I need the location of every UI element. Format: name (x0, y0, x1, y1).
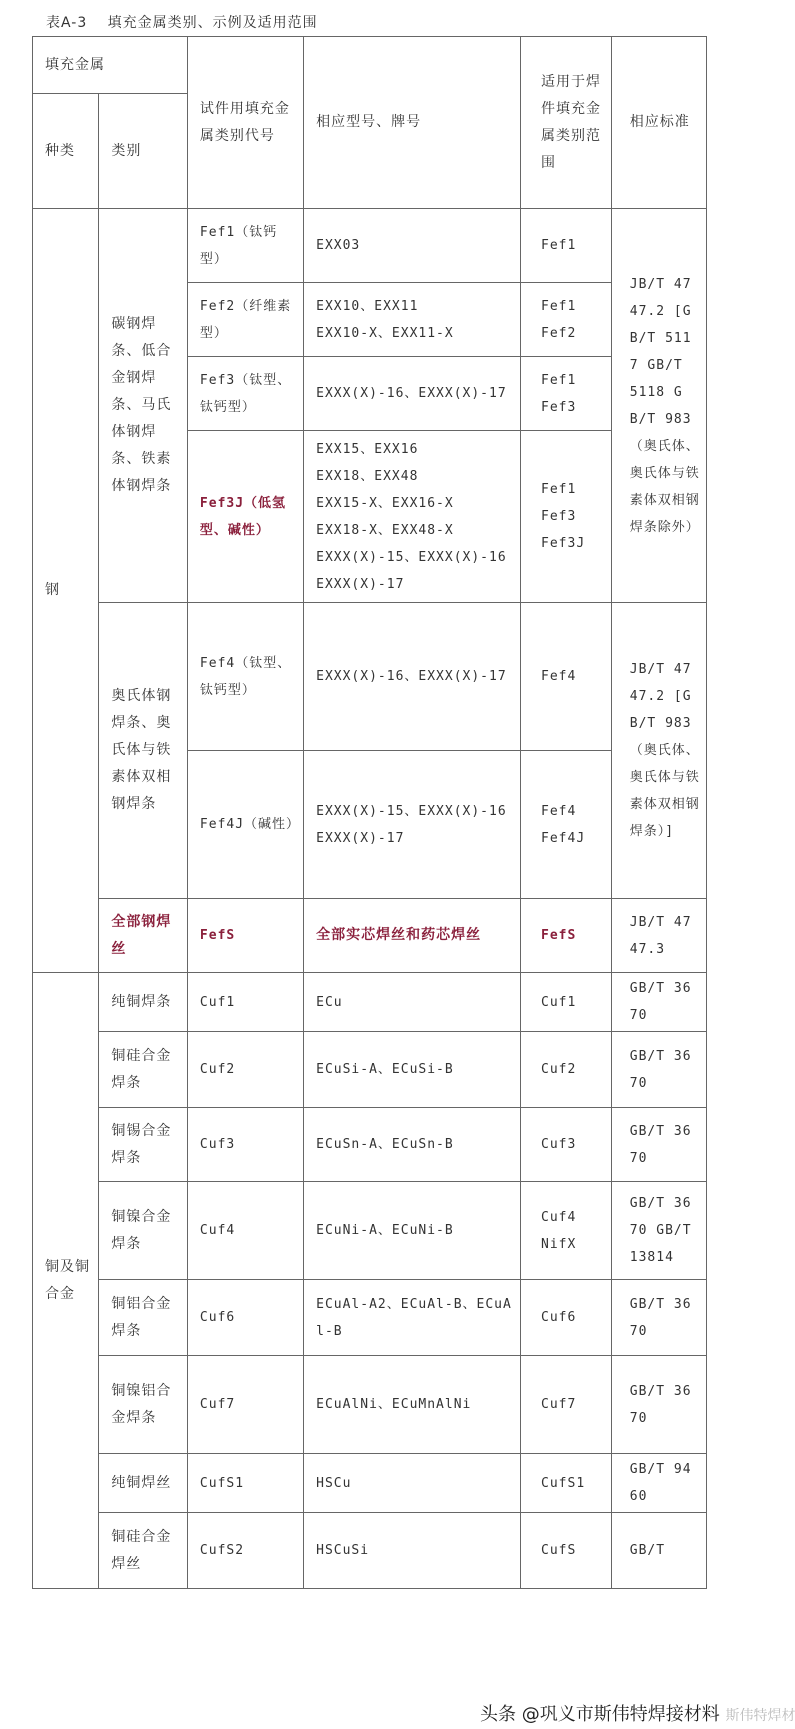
standard-carbon: JB/T 4747.2 [GB/T 5117 GB/T 5118 GB/T 983 （奥氏体、奥氏体与铁素体双相钢焊条除外） (611, 209, 706, 603)
code-cell: Fef2（纤维素型） (187, 283, 303, 357)
model-cell: ECuSn-A、ECuSn-B (304, 1108, 521, 1182)
range-cell: Cuf7 (521, 1356, 612, 1454)
category-austenitic: 奥氏体钢焊条、奥氏体与铁素体双相钢焊条 (99, 603, 188, 899)
standard-cell: GB/T 3670 (611, 1280, 706, 1356)
standard-cell: GB/T 3670 (611, 1108, 706, 1182)
code-cell: CufS2 (187, 1513, 303, 1589)
group-steel: 钢 (33, 209, 99, 973)
copper-category-cell: 铜硅合金焊丝 (99, 1513, 188, 1589)
model-cell: EXX15、EXX16 EXX18、EXX48 EXX15-X、EXX16-X EXX18-X、EXX48-X EXXX(X)-15、EXXX(X)-16 EXXX(X)-17 (304, 431, 521, 603)
header-filler-metal: 填充金属 (33, 37, 188, 94)
model-cell: EXXX(X)-16、EXXX(X)-17 (304, 603, 521, 751)
model-cell: ECu (304, 973, 521, 1032)
category-all-steel-wire: 全部钢焊丝 (99, 899, 188, 973)
model-cell: EXX10、EXX11 EXX10-X、EXX11-X (304, 283, 521, 357)
header-category: 类别 (99, 94, 188, 209)
copper-category-cell: 铜硅合金焊条 (99, 1032, 188, 1108)
table-caption: 表A-3 填充金属类别、示例及适用范围 (46, 15, 318, 31)
range-cell: CufS (521, 1513, 612, 1589)
model-cell: ECuSi-A、ECuSi-B (304, 1032, 521, 1108)
group-copper: 铜及铜合金 (33, 973, 99, 1589)
model-cell: EXX03 (304, 209, 521, 283)
copper-category-cell: 铜镍合金焊条 (99, 1182, 188, 1280)
range-cell: CufS1 (521, 1454, 612, 1513)
model-cell-highlight: 全部实芯焊丝和药芯焊丝 (304, 899, 521, 973)
category-carbon: 碳钢焊条、低合金钢焊条、马氏体钢焊条、铁素体钢焊条 (99, 209, 188, 603)
range-cell: Fef4 Fef4J (521, 751, 612, 899)
watermark-main: 头条 @巩义市斯伟特焊接材料 (480, 1704, 720, 1725)
range-cell: Fef1 Fef2 (521, 283, 612, 357)
code-cell: Fef1（钛钙型） (187, 209, 303, 283)
range-cell: Fef1 (521, 209, 612, 283)
range-cell: Fef4 (521, 603, 612, 751)
model-cell: ECuNi-A、ECuNi-B (304, 1182, 521, 1280)
model-cell: EXXX(X)-15、EXXX(X)-16 EXXX(X)-17 (304, 751, 521, 899)
filler-metal-table (32, 36, 707, 1589)
code-cell: Cuf2 (187, 1032, 303, 1108)
model-cell: ECuAlNi、ECuMnAlNi (304, 1356, 521, 1454)
code-cell: CufS1 (187, 1454, 303, 1513)
copper-category-cell: 纯铜焊丝 (99, 1454, 188, 1513)
code-cell: Fef4（钛型、钛钙型） (187, 603, 303, 751)
code-cell-highlight: FefS (187, 899, 303, 973)
code-cell: Fef4J（碱性） (187, 751, 303, 899)
standard-all-steel-wire: JB/T 4747.3 (611, 899, 706, 973)
copper-category-cell: 铜铝合金焊条 (99, 1280, 188, 1356)
watermark-faint: 斯伟特焊材 (725, 1708, 795, 1724)
code-cell: Cuf4 (187, 1182, 303, 1280)
copper-category-cell: 纯铜焊条 (99, 973, 188, 1032)
header-standard: 相应标准 (611, 37, 706, 209)
model-cell: ECuAl-A2、ECuAl-B、ECuAl-B (304, 1280, 521, 1356)
standard-austenitic: JB/T 4747.2 [GB/T 983 （奥氏体、奥氏体与铁素体双相钢焊条）] (611, 603, 706, 899)
header-code (187, 37, 303, 209)
standard-cell: GB/T 3670 (611, 973, 706, 1032)
header-kind: 种类 (33, 94, 99, 209)
copper-category-cell: 铜镍铝合金焊条 (99, 1356, 188, 1454)
standard-cell: GB/T 3670 (611, 1356, 706, 1454)
standard-cell: GB/T (611, 1513, 706, 1589)
range-cell: Cuf1 (521, 973, 612, 1032)
header-range: 适用于焊件填充金属类别范围 (521, 37, 612, 209)
code-cell-highlight: Fef3J（低氢型、碱性） (187, 431, 303, 603)
standard-cell: GB/T 3670 GB/T 13814 (611, 1182, 706, 1280)
code-cell: Cuf1 (187, 973, 303, 1032)
watermark (480, 1700, 795, 1726)
standard-cell: GB/T 3670 (611, 1032, 706, 1108)
range-cell: Cuf4 NifX (521, 1182, 612, 1280)
range-cell: Cuf3 (521, 1108, 612, 1182)
model-cell: EXXX(X)-16、EXXX(X)-17 (304, 357, 521, 431)
model-cell: HSCu (304, 1454, 521, 1513)
range-cell: Cuf2 (521, 1032, 612, 1108)
code-cell: Fef3（钛型、钛钙型） (187, 357, 303, 431)
range-cell-highlight: FefS (521, 899, 612, 973)
model-cell: HSCuSi (304, 1513, 521, 1589)
range-cell: Fef1 Fef3 Fef3J (521, 431, 612, 603)
range-cell: Cuf6 (521, 1280, 612, 1356)
standard-cell: GB/T 9460 (611, 1454, 706, 1513)
range-cell: Fef1 Fef3 (521, 357, 612, 431)
header-code-text: 试件用填充金属类别代号 (199, 100, 290, 144)
code-cell: Cuf3 (187, 1108, 303, 1182)
code-cell: Cuf6 (187, 1280, 303, 1356)
copper-category-cell: 铜锡合金焊条 (99, 1108, 188, 1182)
code-cell: Cuf7 (187, 1356, 303, 1454)
header-model: 相应型号、牌号 (304, 37, 521, 209)
